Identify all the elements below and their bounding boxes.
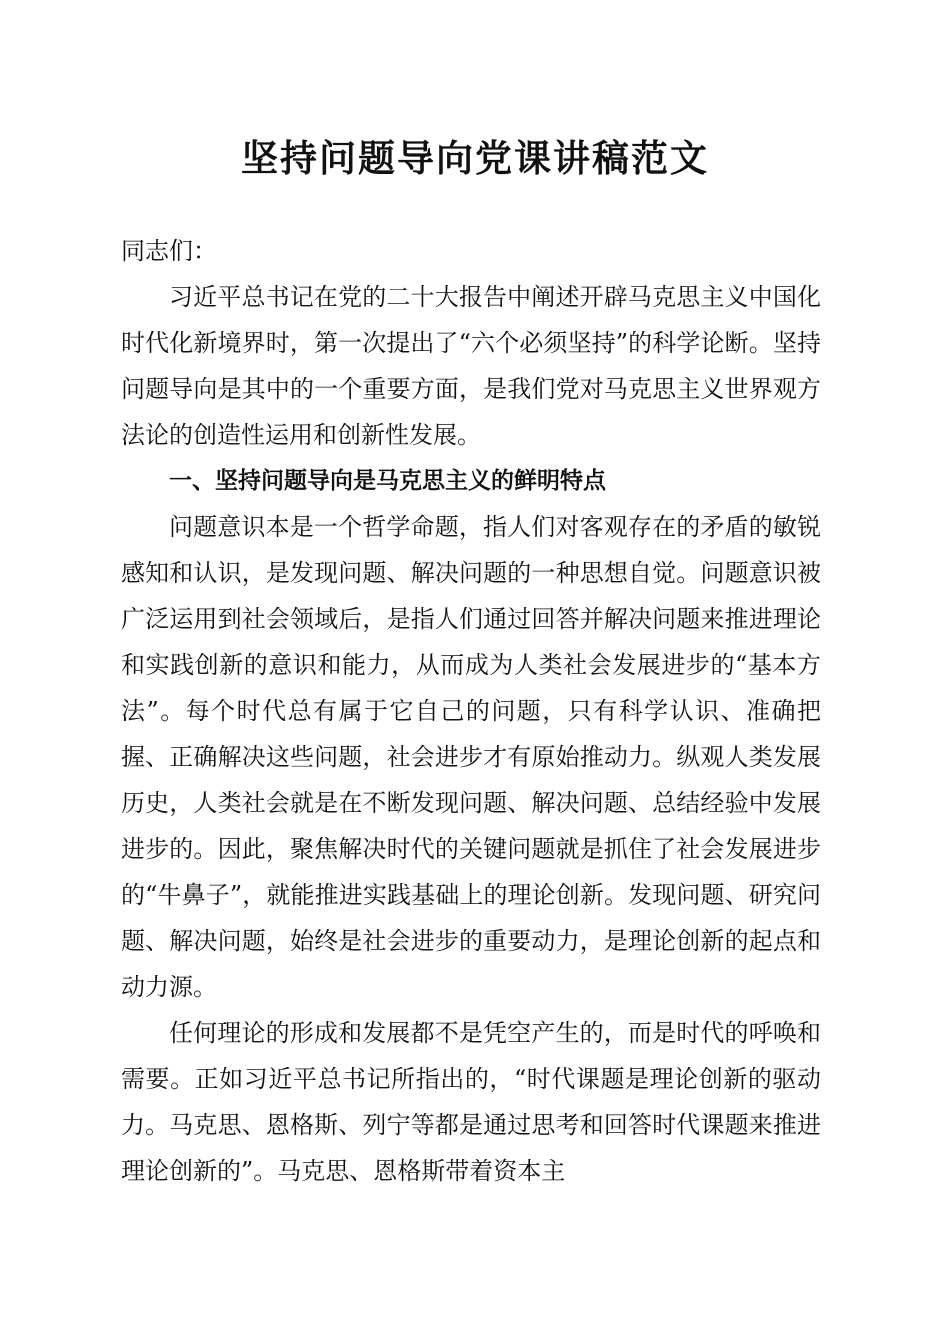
paragraph-theory-formation: 任何理论的形成和发展都不是凭空产生的，而是时代的呼唤和需要。正如习近平总书记所指出的，“时代课题是理论创新的驱动力。马克思、恩格斯、列宁等都是通过思考和回答时代课题来推进理论创新的”。马克思、恩格斯带着资本主 (121, 1019, 821, 1185)
document-title: 坚持问题导向党课讲稿范文 (241, 136, 709, 180)
paragraph-problem-awareness: 问题意识本是一个哲学命题，指人们对客观存在的矛盾的敏锐感知和认识，是发现问题、解决问题的一种思想自觉。问题意识被广泛运用到社会领域后，是指人们通过回答并解决问题来推进理论和实践创新的意识和能力，从而成为人类社会发展进步的“基本方法”。每个时代总有属于它自己的问题，只有科学认识、准确把握、正确解决这些问题，社会进步才有原始推动力。纵观人类发展历史，人类社会就是在不断发现问题、解决问题、总结经验中发展进步的。因此，聚焦解决时代的关键问题就是抓住了社会发展进步的“牛鼻子”，就能推进实践基础上的理论创新。发现问题、研究问题、解决问题，始终是社会进步的重要动力，是理论创新的起点和动力源。 (121, 513, 821, 1001)
paragraph-intro: 习近平总书记在党的二十大报告中阐述开辟马克思主义中国化时代化新境界时，第一次提出了“六个必须坚持”的科学论断。坚持问题导向是其中的一个重要方面，是我们党对马克思主义世界观方法论的创造性运用和创新性发展。 (121, 283, 821, 449)
salutation: 同志们： (121, 237, 217, 265)
section-heading-1: 一、坚持问题导向是马克思主义的鲜明特点 (169, 468, 606, 494)
document-body (121, 228, 821, 1194)
